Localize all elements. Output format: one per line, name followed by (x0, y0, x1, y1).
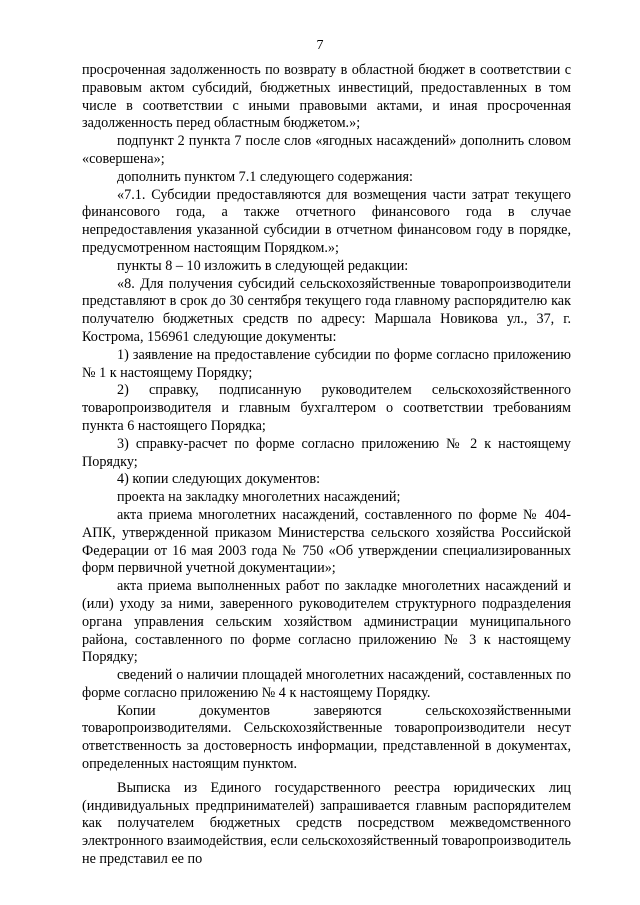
page-number: 7 (316, 38, 324, 53)
paragraph-overdue-debt: просроченная задолженность по возврату в областной бюджет в соответствии с правовым актом субсидий, бюджетных инвестиций, предоставленных в том числе в соответствии с иными правовыми актами, и иная просроченная задолженность перед областным бюджетом.»; (82, 62, 571, 132)
paragraph-subpoint-2: подпункт 2 пункта 7 после слов «ягодных насаждений» дополнить словом «совершена»; (82, 133, 571, 167)
paragraph-7-1: «7.1. Субсидии предоставляются для возмещения части затрат текущего финансового года, а также отчетного финансового года в случае непредоставления указанной субсидии в отчетном финансовом году в порядке, предусмотренном настоящим Порядком.»; (82, 186, 571, 256)
document-body (82, 62, 571, 869)
paragraph-add-7-1: дополнить пунктом 7.1 следующего содержания: (117, 168, 413, 185)
paragraph-copies-certified: Копии документов заверяются сельскохозяйственными товаропроизводителями. Сельскохозяйственные товаропроизводители несут ответственность за достоверность информации, представленной в документах, определенных настоящим пунктом. (82, 702, 571, 773)
copy-item-works-act: акта приема выполненных работ по закладке многолетних насаждений и (или) уходу за ними, заверенного руководителем структурного подразделения органа управления сельским хозяйством администрации муниципального района, составленного по форме согласно приложению № 3 к настоящему Порядку; (82, 578, 571, 666)
list-item-3: 3) справку-расчет по форме согласно приложению № 2 к настоящему Порядку; (82, 435, 571, 470)
paragraph-points-8-10: пункты 8 – 10 изложить в следующей редакции: (117, 257, 409, 274)
paragraph-8: «8. Для получения субсидий сельскохозяйственные товаропроизводители представляют в срок до 30 сентября текущего года главному распорядителю как получателю бюджетных средств по адресу: Маршала Новикова ул., 37, г. Кострома, 156961 следующие документы: (82, 275, 571, 345)
paragraph-registry-extract: Выписка из Единого государственного реестра юридических лиц (индивидуальных предпринимателей) запрашивается главным распорядителем как получателем бюджетных средств посредством межведомственного электронного взаимодействия, если сельскохозяйственный товаропроизводитель не представил ее по (82, 779, 571, 868)
copy-item-acceptance-act: акта приема многолетних насаждений, составленного по форме № 404-АПК, утвержденной приказом Министерства сельского хозяйства Российской Федерации от 16 мая 2003 года № 750 «Об утверждении специализированных форм первичной учетной документации»; (82, 506, 571, 577)
list-item-2: 2) справку, подписанную руководителем сельскохозяйственного товаропроизводителя и главным бухгалтером о соответствии требованиям пункта 6 настоящего Порядка; (82, 382, 571, 434)
copy-item-areas-info: сведений о наличии площадей многолетних насаждений, составленных по форме согласно приложению № 4 к настоящему Порядку. (82, 667, 571, 701)
list-item-4: 4) копии следующих документов: (117, 471, 321, 488)
copy-item-project: проекта на закладку многолетних насаждений; (117, 489, 401, 506)
list-item-1: 1) заявление на предоставление субсидии по форме согласно приложению № 1 к настоящему Порядку; (82, 346, 571, 381)
